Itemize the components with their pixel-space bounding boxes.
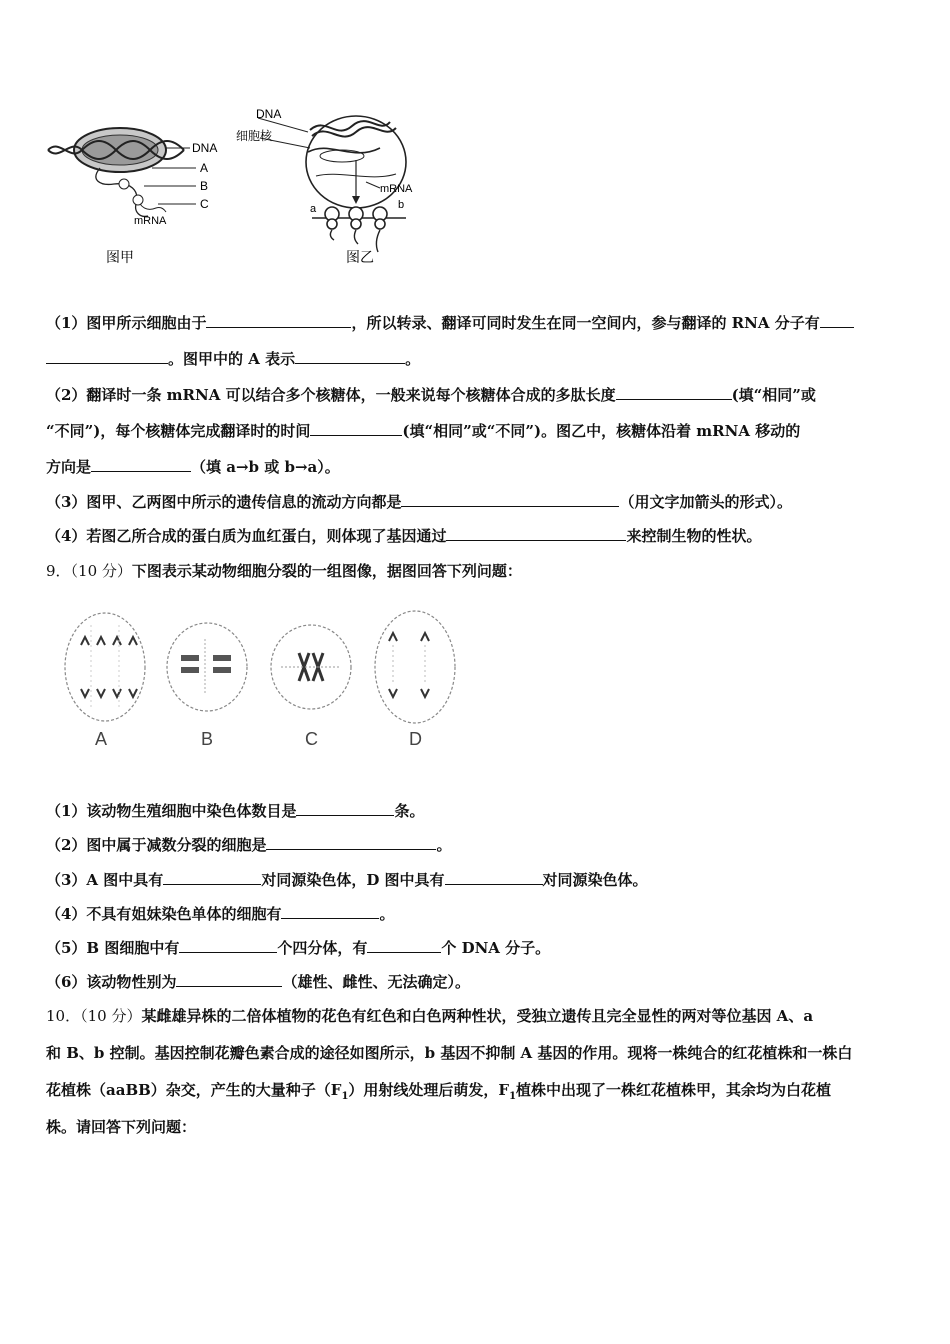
q9-s3a: （3）A 图中具有 [46, 871, 164, 889]
q8-line-7 [46, 524, 916, 547]
q9-blank-7[interactable] [367, 936, 441, 953]
q8-blank-8[interactable] [446, 524, 626, 541]
q10-line-4 [46, 1116, 916, 1138]
q9-s2b: 。 [436, 836, 452, 854]
q10-l2: 和 B、b 控制。基因控制花瓣色素合成的途径如图所示，b 基因不抑制 A 基因的作用。现将一株纯合的红花植株和一株白 [46, 1044, 853, 1062]
q10-l3b: ）用射线处理后萌发，F [348, 1081, 510, 1099]
q8-blank-3[interactable] [295, 347, 405, 364]
q9-sub-1 [46, 799, 916, 822]
q10-l3: 花植株（aaBB）杂交，产生的大量种子（F [46, 1081, 342, 1099]
q10-line-2 [46, 1042, 916, 1064]
q8-l4a: “不同”)，每个核糖体完成翻译时的时间 [46, 422, 311, 440]
q8-l3a: （2）翻译时一条 mRNA 可以结合多个核糖体，一般来说每个核糖体合成的多肽长度 [46, 386, 616, 404]
q8-line-2 [46, 347, 916, 370]
cell-b [167, 623, 247, 749]
yi-label-mrna: mRNA [380, 183, 413, 195]
q8-line-4 [46, 419, 916, 442]
q9-s4b: 。 [379, 905, 395, 923]
q10-line-1 [46, 1005, 916, 1027]
q10-number: 10．（10 分） [46, 1007, 142, 1025]
q9-sub-2 [46, 833, 916, 856]
q9-sub-3 [46, 868, 916, 891]
q9-s4a: （4）不具有姐妹染色单体的细胞有 [46, 905, 282, 923]
q8-blank-1[interactable] [206, 311, 351, 328]
q8-l2a: 。图甲中的 A 表示 [168, 350, 296, 368]
q8-l1a: （1）图甲所示细胞由于 [46, 314, 207, 332]
q9-sub-4 [46, 902, 916, 925]
q9-s1a: （1）该动物生殖细胞中染色体数目是 [46, 802, 297, 820]
jia-label-a: A [200, 161, 209, 175]
q9-blank-3[interactable] [163, 868, 261, 885]
cell-d [375, 611, 455, 749]
figure-yi [236, 107, 413, 266]
q9-blank-8[interactable] [176, 970, 282, 987]
q9-s1b: 条。 [394, 802, 425, 820]
q8-line-6 [46, 490, 916, 513]
q8-line-1 [46, 311, 916, 334]
yi-label-dna: DNA [256, 107, 282, 121]
q8-blank-2a[interactable] [820, 311, 854, 328]
yi-label-b: b [398, 199, 405, 211]
jia-caption: 图甲 [106, 250, 134, 266]
q8-blank-5[interactable] [310, 419, 402, 436]
cell-label-d: D [409, 729, 422, 749]
q8-l6b: （用文字加箭头的形式）。 [619, 493, 792, 511]
q9-sub-5 [46, 936, 916, 959]
q8-l4b: (填“相同”或“不同”)。图乙中，核糖体沿着 mRNA 移动的 [402, 422, 801, 440]
q8-l7a: （4）若图乙所合成的蛋白质为血红蛋白，则体现了基因通过 [46, 527, 447, 545]
q9-blank-2[interactable] [266, 833, 436, 850]
cell-label-c: C [305, 729, 318, 749]
q10-l4: 株。请回答下列问题： [46, 1118, 197, 1136]
jia-label-b: B [200, 179, 209, 193]
q8-l5b: （填 a→b 或 b→a）。 [191, 458, 340, 476]
q9-s6b: （雄性、雌性、无法确定）。 [282, 973, 470, 991]
q8-l3b: (填“相同”或 [731, 386, 816, 404]
yi-caption: 图乙 [346, 250, 374, 266]
q9-number: 9．（10 分） [46, 562, 132, 580]
transcription-translation-figure [40, 100, 440, 280]
figure-jia [48, 128, 217, 266]
q9-s6a: （6）该动物性别为 [46, 973, 177, 991]
jia-label-dna: DNA [192, 141, 218, 155]
q8-l6a: （3）图甲、乙两图中所示的遗传信息的流动方向都是 [46, 493, 402, 511]
q9-s3c: 对同源染色体。 [542, 871, 648, 889]
q9-s5b: 个四分体，有 [277, 939, 368, 957]
q8-l2b: 。 [405, 350, 421, 368]
cell-label-a: A [95, 729, 108, 749]
q8-blank-7[interactable] [401, 490, 619, 507]
q9-blank-5[interactable] [281, 902, 379, 919]
q9-blank-4[interactable] [445, 868, 543, 885]
q8-l5a: 方向是 [46, 458, 92, 476]
yi-label-nucleus: 细胞核 [236, 129, 273, 143]
q8-line-3 [46, 383, 916, 406]
q8-blank-4[interactable] [616, 383, 732, 400]
q9-blank-1[interactable] [296, 799, 394, 816]
q10-l3c: 植株中出现了一株红花植株甲，其余均为白花植 [516, 1081, 832, 1099]
q9-stem [46, 560, 916, 582]
q9-stem-text: 下图表示某动物细胞分裂的一组图像，据图回答下列问题： [131, 562, 522, 580]
cell-division-figure [55, 605, 475, 755]
q8-line-5 [46, 455, 916, 478]
q8-l7b: 来控制生物的性状。 [626, 527, 762, 545]
yi-label-a: a [310, 203, 317, 215]
q10-sub-1: 1 [341, 1091, 349, 1102]
q9-s5c: 个 DNA 分子。 [441, 939, 551, 957]
cell-a [65, 613, 145, 749]
q10-sub-2: 1 [509, 1091, 517, 1102]
q9-s3b: 对同源染色体，D 图中具有 [261, 871, 445, 889]
jia-label-c: C [200, 197, 209, 211]
jia-label-mrna: mRNA [134, 215, 167, 227]
cell-c [271, 625, 351, 749]
q8-blank-6[interactable] [91, 455, 191, 472]
q8-l1b: ，所以转录、翻译可同时发生在同一空间内，参与翻译的 RNA 分子有 [351, 314, 820, 332]
q8-blank-2b[interactable] [46, 347, 168, 364]
q9-sub-6 [46, 970, 916, 993]
q9-s5a: （5）B 图细胞中有 [46, 939, 180, 957]
q10-l1: 某雌雄异株的二倍体植物的花色有红色和白色两种性状，受独立遗传且完全显性的两对等位基因 A、a [141, 1007, 814, 1025]
cell-label-b: B [201, 729, 214, 749]
q10-line-3 [46, 1079, 916, 1108]
q9-blank-6[interactable] [179, 936, 277, 953]
q9-s2a: （2）图中属于减数分裂的细胞是 [46, 836, 267, 854]
